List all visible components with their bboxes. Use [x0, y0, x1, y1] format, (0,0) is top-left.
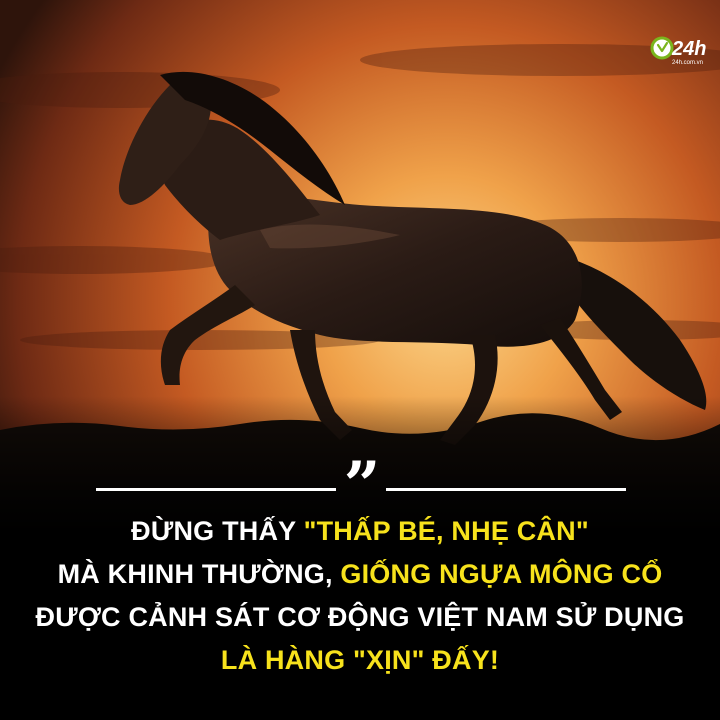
headline-line-4 [0, 639, 720, 682]
divider-line-right [386, 488, 626, 491]
quote-divider [96, 448, 626, 523]
logo-subtext: 24h.com.vn [672, 60, 704, 66]
brand-logo [650, 26, 708, 70]
headline-line-1 [0, 510, 720, 553]
headline-line-3-white: ĐƯỢC CẢNH SÁT CƠ ĐỘNG VIỆT NAM SỬ DỤNG [35, 602, 685, 632]
headline [0, 510, 720, 682]
quote-mark-icon: ” [343, 448, 381, 523]
clock-icon [652, 38, 672, 58]
headline-line-4-highlight: LÀ HÀNG "XỊN" ĐẤY! [220, 645, 500, 675]
headline-line-2-white: MÀ KHINH THƯỜNG, [57, 559, 341, 589]
headline-line-1-highlight: "THẤP BÉ, NHẸ CÂN" [303, 516, 589, 546]
headline-line-3 [0, 596, 720, 639]
headline-line-1-white: ĐỪNG THẤY [131, 516, 304, 546]
headline-line-2-highlight: GIỐNG NGỰA MÔNG CỔ [340, 559, 663, 589]
divider-line-left [96, 488, 336, 491]
headline-line-2 [0, 553, 720, 596]
logo-text: 24h [672, 38, 707, 60]
